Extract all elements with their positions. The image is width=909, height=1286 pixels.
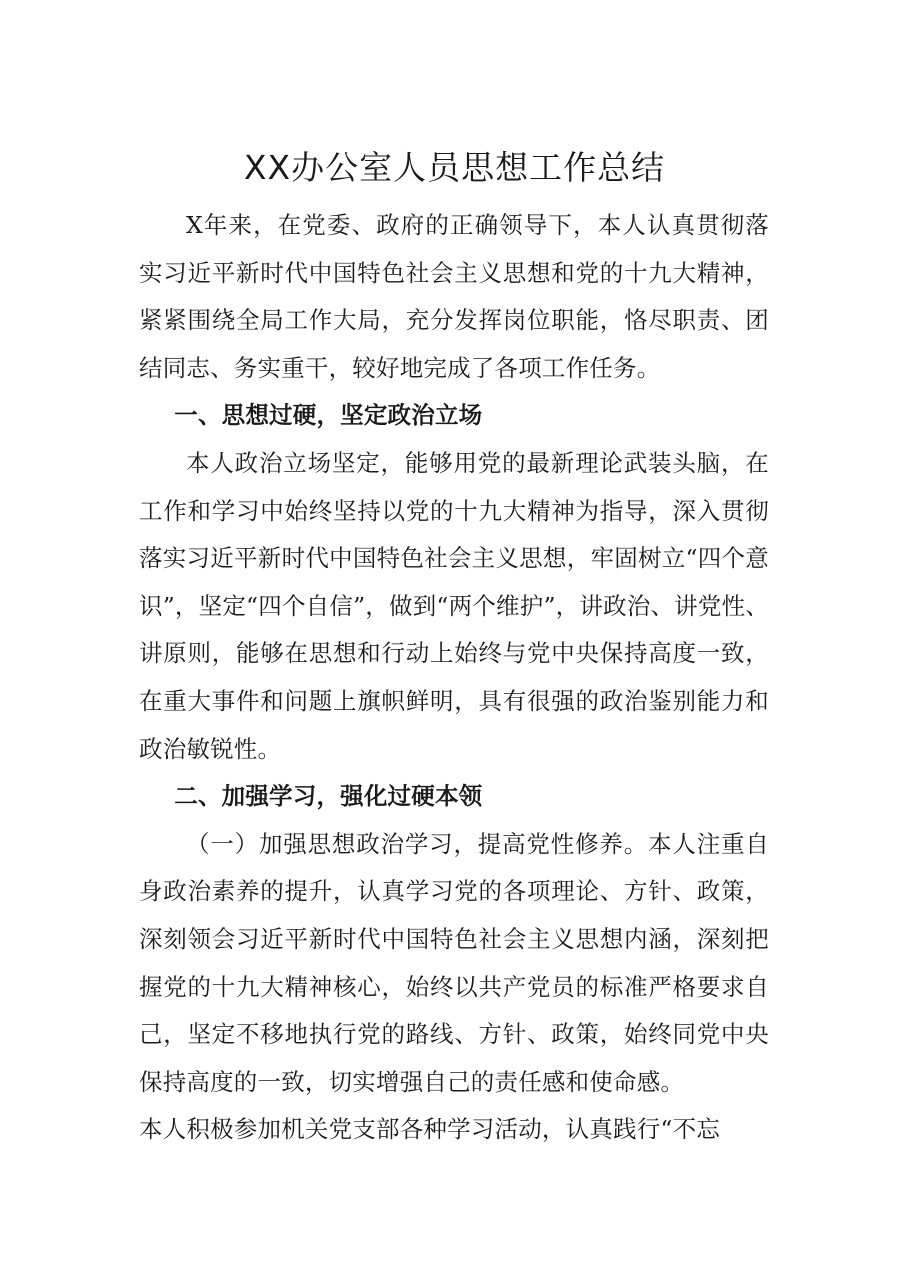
section-paragraph-2: （一）加强思想政治学习，提高党性修养。本人注重自身政治素养的提升，认真学习党的各项理论、方针、政策，深刻领会习近平新时代中国特色社会主义思想内涵，深刻把握党的十九大精神核心，始终以共产党员的标准严格要求自己，坚定不移地执行党的路线、方针、政策，始终同党中央保持高度的一致，切实增强自己的责任感和使命感。: [139, 829, 769, 1096]
section-paragraph-1: 本人政治立场坚定，能够用党的最新理论武装头脑，在工作和学习中始终坚持以党的十九大精神为指导，深入贯彻落实习近平新时代中国特色社会主义思想，牢固树立“四个意识”，坚定“四个自信”，做到“两个维护”，讲政治、讲党性、讲原则，能够在思想和行动上始终与党中央保持高度一致，在重大事件和问题上旗帜鲜明，具有很强的政治鉴别能力和政治敏锐性。: [139, 448, 769, 763]
section-paragraph-2-continuation: 本人积极参加机关党支部各种学习活动，认真践行“不忘: [139, 1115, 721, 1144]
intro-paragraph: X年来，在党委、政府的正确领导下，本人认真贯彻落实习近平新时代中国特色社会主义思想和党的十九大精神，紧紧围绕全局工作大局，充分发挥岗位职能，恪尽职责、团结同志、务实重干，较好地完成了各项工作任务。: [139, 211, 769, 382]
section-heading-1: 一、思想过硬，坚定政治立场: [174, 401, 483, 430]
document-body: [139, 202, 769, 1154]
document-title: XX办公室人员思想工作总结: [243, 148, 666, 187]
section-heading-2: 二、加强学习，强化过硬本领: [174, 782, 483, 811]
